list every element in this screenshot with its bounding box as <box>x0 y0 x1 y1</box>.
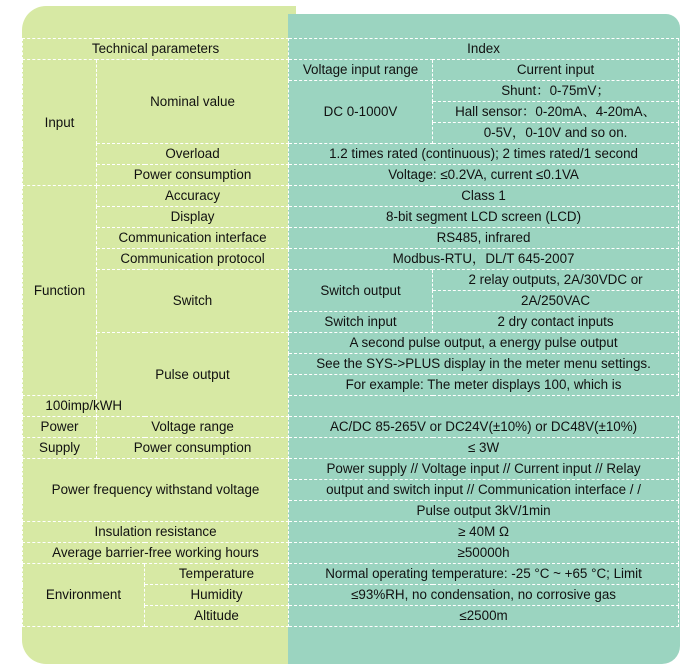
input-power-consumption-label: Power consumption <box>97 165 289 186</box>
power-supply-group-label: Power <box>23 417 97 438</box>
pulse-output-line-3: For example: The meter displays 100, which is <box>289 375 679 396</box>
table-row <box>23 165 679 186</box>
hall-sensor-value: Hall sensor：0-20mA、4-20mA、 <box>433 102 679 123</box>
humidity-label: Humidity <box>145 585 289 606</box>
switch-output-label: Switch output <box>289 270 433 312</box>
working-hours-label: Average barrier-free working hours <box>23 543 289 564</box>
current-input-label: Current input <box>433 60 679 81</box>
table-row <box>23 564 679 585</box>
voltage-range-label: Voltage range <box>97 417 289 438</box>
table-row <box>23 543 679 564</box>
table-row <box>23 144 679 165</box>
table-row <box>23 60 679 81</box>
withstand-voltage-line-1: Power supply // Voltage input // Current input // Relay <box>289 459 679 480</box>
header-index: Index <box>289 39 679 60</box>
function-group-label: Function <box>23 186 97 396</box>
altitude-value: ≤2500m <box>289 606 679 627</box>
display-value: 8-bit segment LCD screen (LCD) <box>289 207 679 228</box>
input-group-label: Input <box>23 60 97 186</box>
table-row <box>23 270 679 291</box>
switch-label: Switch <box>97 270 289 333</box>
supply-power-consumption-label: Power consumption <box>97 438 289 459</box>
table-row <box>23 417 679 438</box>
switch-output-value-cont: 2A/250VAC <box>433 291 679 312</box>
display-label: Display <box>97 207 289 228</box>
accuracy-label: Accuracy <box>97 186 289 207</box>
table-row <box>23 207 679 228</box>
table-row <box>23 522 679 543</box>
altitude-label: Altitude <box>145 606 289 627</box>
temperature-value: Normal operating temperature: -25 °C ~ +65 °C; Limit <box>289 564 679 585</box>
insulation-resistance-value: ≥ 40M Ω <box>289 522 679 543</box>
table-row <box>23 228 679 249</box>
voltage-input-range-label: Voltage input range <box>289 60 433 81</box>
shunt-value: Shunt：0-75mV； <box>433 81 679 102</box>
input-power-consumption-value: Voltage: ≤0.2VA, current ≤0.1VA <box>289 165 679 186</box>
communication-interface-value: RS485, infrared <box>289 228 679 249</box>
pulse-output-line-1: A second pulse output, a energy pulse output <box>289 333 679 354</box>
table-row <box>23 249 679 270</box>
voltage-range-value: AC/DC 85-265V or DC24V(±10%) or DC48V(±10%) <box>289 417 679 438</box>
switch-input-value: 2 dry contact inputs <box>433 312 679 333</box>
communication-protocol-label: Communication protocol <box>97 249 289 270</box>
overload-value: 1.2 times rated (continuous); 2 times rated/1 second <box>289 144 679 165</box>
table-row <box>23 396 679 417</box>
pulse-output-line-2: See the SYS->PLUS display in the meter menu settings. <box>289 354 679 375</box>
overload-label: Overload <box>97 144 289 165</box>
pulse-output-line-4: 100imp/kWH <box>23 396 145 417</box>
withstand-voltage-line-3: Pulse output 3kV/1min <box>289 501 679 522</box>
table-row <box>23 333 679 354</box>
table-row <box>23 186 679 207</box>
communication-protocol-value: Modbus-RTU，DL/T 645-2007 <box>289 249 679 270</box>
insulation-resistance-label: Insulation resistance <box>23 522 289 543</box>
table-row <box>23 438 679 459</box>
nominal-value-label: Nominal value <box>97 60 289 144</box>
hall-sensor-value-cont: 0-5V，0-10V and so on. <box>433 123 679 144</box>
temperature-label: Temperature <box>145 564 289 585</box>
withstand-voltage-label: Power frequency withstand voltage <box>23 459 289 522</box>
technical-parameters-table <box>22 38 679 627</box>
dc-range-value: DC 0-1000V <box>289 81 433 144</box>
communication-interface-label: Communication interface <box>97 228 289 249</box>
header-parameters: Technical parameters <box>23 39 289 60</box>
power-supply-group-label-cont: Supply <box>23 438 97 459</box>
supply-power-consumption-value: ≤ 3W <box>289 438 679 459</box>
environment-group-label: Environment <box>23 564 145 627</box>
switch-input-label: Switch input <box>289 312 433 333</box>
withstand-voltage-line-2: output and switch input // Communication interface / / <box>289 480 679 501</box>
humidity-value: ≤93%RH, no condensation, no corrosive gas <box>289 585 679 606</box>
table-row <box>23 459 679 480</box>
switch-output-value: 2 relay outputs, 2A/30VDC or <box>433 270 679 291</box>
accuracy-value: Class 1 <box>289 186 679 207</box>
table-header-row <box>23 39 679 60</box>
pulse-output-label: Pulse output <box>97 333 289 417</box>
working-hours-value: ≥50000h <box>289 543 679 564</box>
